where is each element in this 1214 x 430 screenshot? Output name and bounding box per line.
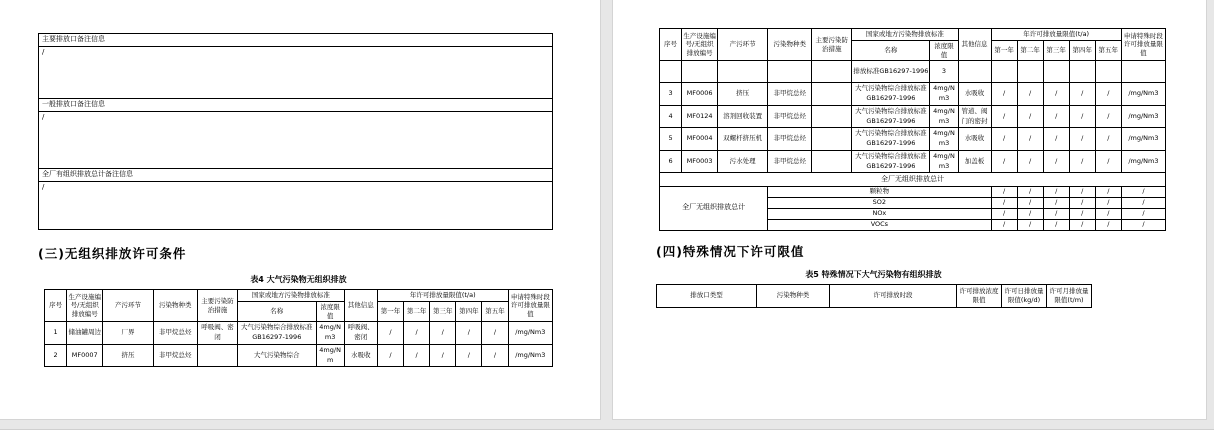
fugitive-row	[660, 150, 1166, 173]
cell-conc-limit: 4mg/Nm3	[316, 322, 344, 345]
cell-other-info: 呼吸阀、密闭	[344, 322, 377, 345]
cell-process: 厂界	[103, 322, 153, 345]
col-year-1: 第一年	[991, 40, 1017, 61]
col-process: 产污环节	[103, 290, 153, 322]
summary-row	[660, 186, 1166, 197]
remark-label: 一般排放口备注信息	[39, 99, 553, 112]
cell-year-2: /	[1017, 83, 1043, 106]
summary-value-3: /	[1043, 186, 1069, 197]
col-year-3: 第三年	[430, 301, 456, 322]
cell-year-2: /	[404, 344, 430, 367]
remark-label: 全厂有组织排放总计备注信息	[39, 169, 553, 182]
cell-process	[718, 61, 768, 83]
cell-year-5: /	[482, 322, 508, 345]
summary-value-2: /	[1017, 197, 1043, 208]
cell-year-3	[1043, 61, 1069, 83]
cell-pollutant: 非甲烷总烃	[153, 344, 197, 367]
cell-year-3: /	[1043, 150, 1069, 173]
page-right-content	[613, 0, 1206, 308]
cell-year-2	[1017, 61, 1043, 83]
cell-special-limit: /mg/Nm3	[1121, 150, 1165, 173]
fugitive-row	[660, 61, 1166, 83]
col-conc-limit: 浓度限值	[316, 301, 344, 322]
col-year-2: 第二年	[1017, 40, 1043, 61]
summary-value-4: /	[1069, 197, 1095, 208]
fugitive-row	[45, 344, 553, 367]
col-year-3: 第三年	[1043, 40, 1069, 61]
cell-measures: 呼吸阀、密闭	[197, 322, 237, 345]
remarks-table	[38, 33, 553, 230]
cell-facility: MF0007	[67, 344, 103, 367]
remark-value-row	[39, 47, 553, 99]
cell-facility: 储油罐周边	[67, 322, 103, 345]
cell-standard-name: 大气污染物综合排放标准GB16297-1996	[852, 128, 930, 151]
cell-pollutant: 非甲烷总烃	[153, 322, 197, 345]
cell-conc-limit: 4mg/Nm	[316, 344, 344, 367]
summary-value-5: /	[1095, 219, 1121, 230]
summary-value-3: /	[1043, 197, 1069, 208]
fugitive-emission-table-page2	[659, 28, 1166, 231]
summary-value-6: /	[1121, 197, 1165, 208]
cell-year-3: /	[430, 344, 456, 367]
summary-value-4: /	[1069, 219, 1095, 230]
cell-year-3: /	[1043, 83, 1069, 106]
cell-year-1: /	[991, 105, 1017, 128]
page-right	[612, 0, 1207, 420]
col-outlet-type: 排放口类型	[657, 284, 757, 307]
summary-value-6: /	[1121, 219, 1165, 230]
cell-year-5: /	[1095, 105, 1121, 128]
col-annual-group: 年许可排放量限值(t/a)	[377, 290, 508, 302]
cell-special-limit	[1121, 61, 1165, 83]
cell-special-limit: /mg/Nm3	[1121, 83, 1165, 106]
col-conc-limit: 浓度限值	[930, 40, 958, 61]
col-year-2: 第二年	[404, 301, 430, 322]
remark-label-row	[39, 99, 553, 112]
cell-year-2: /	[1017, 105, 1043, 128]
cell-year-5: /	[1095, 128, 1121, 151]
header-row-1	[45, 290, 553, 302]
cell-year-5	[1095, 61, 1121, 83]
cell-year-1: /	[377, 322, 403, 345]
summary-value-2: /	[1017, 219, 1043, 230]
cell-process: 污水处理	[718, 150, 768, 173]
cell-seq: 5	[660, 128, 682, 151]
cell-standard-name: 大气污染物综合排放标准GB16297-1996	[238, 322, 316, 345]
remark-label: 主要排放口备注信息	[39, 34, 553, 47]
summary-value-6: /	[1121, 186, 1165, 197]
cell-conc-limit: 4mg/Nm3	[930, 83, 958, 106]
summary-value-5: /	[1095, 186, 1121, 197]
cell-standard-name: 大气污染物综合排放标准GB16297-1996	[852, 83, 930, 106]
col-year-5: 第五年	[482, 301, 508, 322]
col-permit-period: 许可排放时段	[830, 284, 957, 307]
cell-special-limit: /mg/Nm3	[508, 322, 552, 345]
section-heading-special: (四)特殊情况下许可限值	[656, 243, 805, 259]
cell-measures	[812, 83, 852, 106]
col-facility: 生产设施编号/无组织排放编号	[682, 29, 718, 61]
summary-value-2: /	[1017, 186, 1043, 197]
summary-pollutant: 颗粒物	[768, 186, 991, 197]
cell-year-3: /	[1043, 128, 1069, 151]
remark-value: /	[39, 47, 553, 99]
summary-value-3: /	[1043, 219, 1069, 230]
summary-value-1: /	[991, 186, 1017, 197]
cell-facility: MF0006	[682, 83, 718, 106]
cell-year-5: /	[482, 344, 508, 367]
col-special-limit: 申请特殊时段许可排放量限值	[1121, 29, 1165, 61]
summary-pollutant: NOx	[768, 208, 991, 219]
fugitive-row	[660, 128, 1166, 151]
summary-label: 全厂无组织排放总计	[660, 186, 768, 230]
summary-value-3: /	[1043, 208, 1069, 219]
remark-value: /	[39, 112, 553, 169]
col-year-4: 第四年	[456, 301, 482, 322]
special-header-row	[657, 284, 1092, 307]
cell-standard-name: 大气污染物综合排放标准GB16297-1996	[852, 105, 930, 128]
remark-value: /	[39, 182, 553, 230]
col-standard-name: 名称	[238, 301, 316, 322]
cell-year-1: /	[991, 150, 1017, 173]
cell-other-info: 水吸收	[344, 344, 377, 367]
summary-value-1: /	[991, 208, 1017, 219]
col-seq: 序号	[45, 290, 67, 322]
fugitive-row	[660, 105, 1166, 128]
cell-year-4: /	[1069, 128, 1095, 151]
cell-year-5: /	[1095, 150, 1121, 173]
summary-value-6: /	[1121, 208, 1165, 219]
cell-other-info: 水吸收	[958, 128, 991, 151]
cell-measures	[812, 61, 852, 83]
remark-value-row	[39, 112, 553, 169]
cell-measures	[812, 150, 852, 173]
cell-year-1: /	[991, 83, 1017, 106]
col-other-info: 其他信息	[958, 29, 991, 61]
cell-pollutant	[768, 61, 812, 83]
cell-seq: 1	[45, 322, 67, 345]
cell-process: 双螺杆挤压机	[718, 128, 768, 151]
cell-pollutant: 非甲烷总烃	[768, 83, 812, 106]
summary-value-1: /	[991, 219, 1017, 230]
col-standard-name: 名称	[852, 40, 930, 61]
cell-year-1: /	[991, 128, 1017, 151]
fugitive-emission-table-page1	[44, 289, 553, 367]
cell-year-1	[991, 61, 1017, 83]
summary-value-5: /	[1095, 197, 1121, 208]
col-standard-group: 国家或地方污染物排放标准	[238, 290, 345, 302]
cell-other-info: 加盖板	[958, 150, 991, 173]
cell-year-4	[1069, 61, 1095, 83]
cell-process: 溶剂回收装置	[718, 105, 768, 128]
cell-process: 挤压	[103, 344, 153, 367]
col-facility: 生产设施编号/无组织排放编号	[67, 290, 103, 322]
col-pollutant: 污染物种类	[768, 29, 812, 61]
summary-banner: 全厂无组织排放总计	[660, 173, 1166, 187]
cell-facility: MF0003	[682, 150, 718, 173]
cell-other-info: 管道、阀门的密封	[958, 105, 991, 128]
page-left	[0, 0, 601, 420]
cell-year-2: /	[1017, 128, 1043, 151]
table4-title: 表4 大气污染物无组织排放	[250, 275, 347, 284]
summary-pollutant: VOCs	[768, 219, 991, 230]
col-measures: 主要污染防治措施	[197, 290, 237, 322]
cell-year-4: /	[1069, 150, 1095, 173]
table5-title: 表5 特殊情况下大气污染物有组织排放	[805, 269, 942, 279]
cell-special-limit: /mg/Nm3	[1121, 128, 1165, 151]
remark-label-row	[39, 34, 553, 47]
cell-year-4: /	[456, 322, 482, 345]
cell-special-limit: /mg/Nm3	[508, 344, 552, 367]
cell-pollutant: 非甲烷总烃	[768, 128, 812, 151]
cell-pollutant: 非甲烷总烃	[768, 105, 812, 128]
cell-year-1: /	[377, 344, 403, 367]
fugitive-row	[45, 322, 553, 345]
summary-banner-row	[660, 173, 1166, 187]
section-heading-fugitive: (三)无组织排放许可条件	[38, 246, 187, 261]
cell-pollutant: 非甲烷总烃	[768, 150, 812, 173]
cell-other-info	[958, 61, 991, 83]
cell-measures	[812, 128, 852, 151]
cell-year-4: /	[456, 344, 482, 367]
cell-measures	[197, 344, 237, 367]
summary-value-2: /	[1017, 208, 1043, 219]
cell-year-3: /	[430, 322, 456, 345]
page-left-content	[0, 0, 600, 367]
col-year-4: 第四年	[1069, 40, 1095, 61]
col-year-1: 第一年	[377, 301, 403, 322]
cell-process: 挤压	[718, 83, 768, 106]
col-annual-group: 年许可排放量限值(t/a)	[991, 29, 1121, 41]
cell-other-info: 水吸收	[958, 83, 991, 106]
col-daily-limit: 许可日排放量限值(kg/d)	[1002, 284, 1047, 307]
col-measures: 主要污染防治措施	[812, 29, 852, 61]
cell-seq	[660, 61, 682, 83]
cell-special-limit: /mg/Nm3	[1121, 105, 1165, 128]
cell-seq: 3	[660, 83, 682, 106]
summary-value-5: /	[1095, 208, 1121, 219]
col-year-5: 第五年	[1095, 40, 1121, 61]
cell-conc-limit: 3	[930, 61, 958, 83]
remark-label-row	[39, 169, 553, 182]
cell-facility: MF0004	[682, 128, 718, 151]
fugitive-row	[660, 83, 1166, 106]
cell-standard-name: 大气污染物综合排放标准GB16297-1996	[852, 150, 930, 173]
col-standard-group: 国家或地方污染物排放标准	[852, 29, 958, 41]
cell-year-4: /	[1069, 83, 1095, 106]
cell-seq: 6	[660, 150, 682, 173]
summary-pollutant: SO2	[768, 197, 991, 208]
cell-year-3: /	[1043, 105, 1069, 128]
col-other-info: 其他信息	[344, 290, 377, 322]
cell-conc-limit: 4mg/Nm3	[930, 105, 958, 128]
summary-value-1: /	[991, 197, 1017, 208]
col-seq: 序号	[660, 29, 682, 61]
cell-year-2: /	[1017, 150, 1043, 173]
col-conc-limit: 许可排放浓度限值	[957, 284, 1002, 307]
cell-year-2: /	[404, 322, 430, 345]
col-pollutant: 污染物种类	[153, 290, 197, 322]
cell-standard-name: 排放标准GB16297-1996	[852, 61, 930, 83]
col-special-limit: 申请特殊时段许可排放量限值	[508, 290, 552, 322]
cell-seq: 4	[660, 105, 682, 128]
col-process: 产污环节	[718, 29, 768, 61]
cell-facility: MF0124	[682, 105, 718, 128]
special-period-table	[656, 284, 1092, 308]
remark-value-row	[39, 182, 553, 230]
cell-seq: 2	[45, 344, 67, 367]
cell-facility	[682, 61, 718, 83]
summary-value-4: /	[1069, 186, 1095, 197]
cell-year-5: /	[1095, 83, 1121, 106]
cell-measures	[812, 105, 852, 128]
cell-conc-limit: 4mg/Nm3	[930, 128, 958, 151]
col-pollutant-type: 污染物种类	[757, 284, 830, 307]
header-row-1	[660, 29, 1166, 41]
cell-conc-limit: 4mg/Nm3	[930, 150, 958, 173]
cell-standard-name: 大气污染物综合	[238, 344, 316, 367]
summary-value-4: /	[1069, 208, 1095, 219]
cell-year-4: /	[1069, 105, 1095, 128]
col-monthly-limit: 许可月排放量限值(t/m)	[1047, 284, 1092, 307]
